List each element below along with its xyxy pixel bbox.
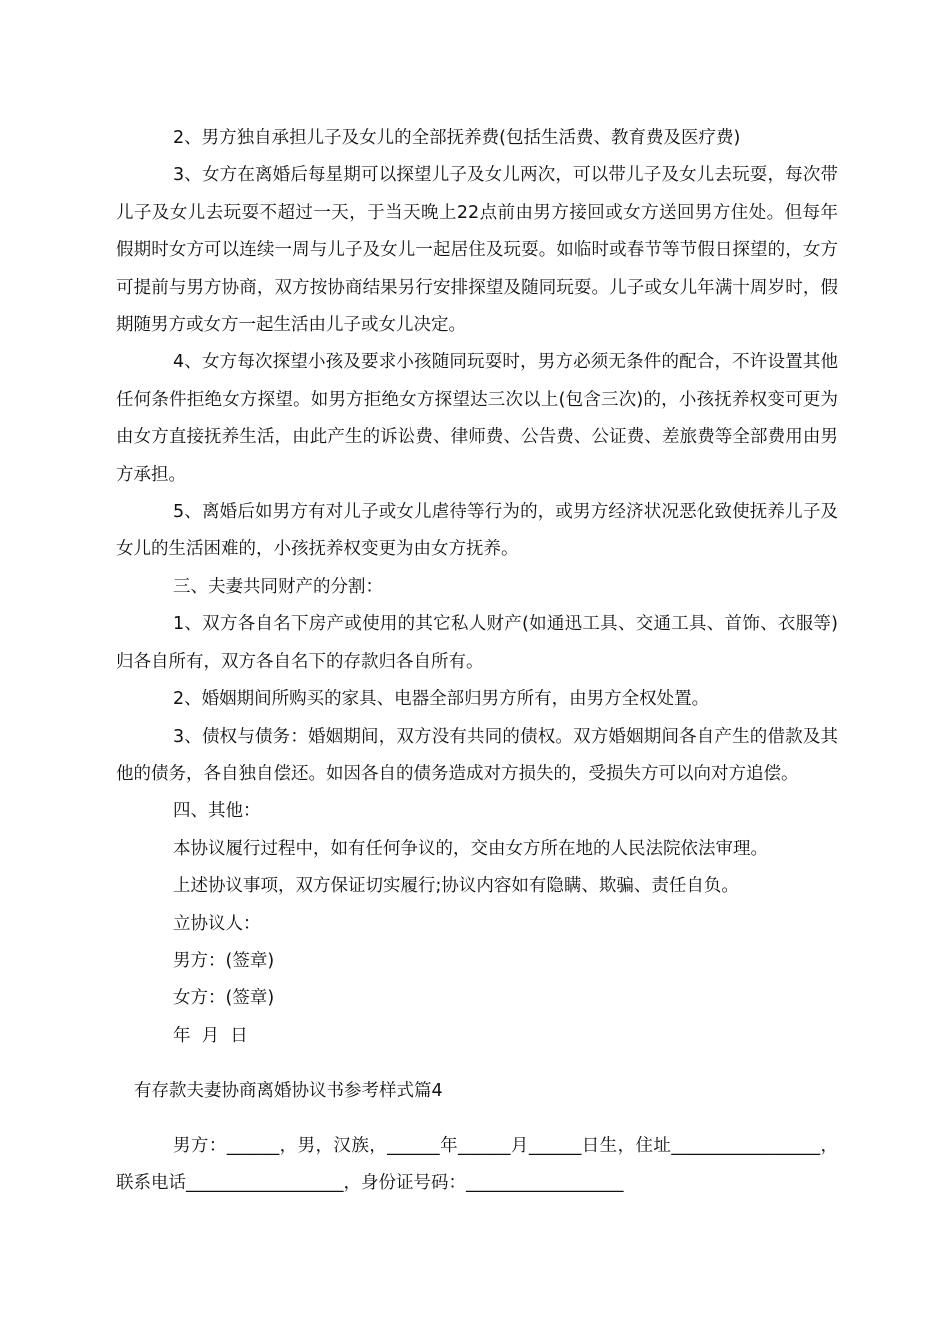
paragraph-custody-change: 5、离婚后如男方有对儿子或女儿虐待等行为的，或男方经济状况恶化致使抚养儿子及女儿的生活困难的，小孩抚养权变更为由女方抚养。 <box>116 502 838 560</box>
date-line: 年 月 日 <box>173 1025 248 1046</box>
paragraph-male-party-info: 男方：______，男，汉族，______年______月______日生，住址_________________，联系电话__________________，身份证号码：__________________ <box>116 1135 838 1193</box>
paragraph-visitation: 3、女方在离婚后每星期可以探望儿子及女儿两次，可以带儿子及女儿去玩耍，每次带儿子及女儿去玩耍不超过一天，于当天晚上22点前由男方接回或女方送回男方住处。但每年假期时女方可以连续一周与儿子及女儿一起居住及玩耍。如临时或春节等节假日探望的，女方可提前与男方协商，双方按协商结果另行安排探望及随同玩耍。儿子或女儿年满十周岁时，假期随男方或女方一起生活由儿子或女儿决定。 <box>116 165 838 336</box>
paragraph-guarantee: 上述协议事项，双方保证切实履行;协议内容如有隐瞒、欺骗、责任自负。 <box>173 876 739 897</box>
paragraph-debts: 3、债权与债务：婚姻期间，双方没有共同的债权。双方婚姻期间各自产生的借款及其他的债务，各自独自偿还。如因各自的债务造成对方损失的，受损失方可以向对方追偿。 <box>116 726 838 784</box>
paragraph-personal-property: 1、双方各自名下房产或使用的其它私人财产(如通迅工具、交通工具、首饰、衣服等)归各自所有，双方各自名下的存款归各自所有。 <box>116 614 838 672</box>
paragraph-furniture: 2、婚姻期间所购买的家具、电器全部归男方所有，由男方全权处置。 <box>173 689 710 710</box>
male-signature-line: 男方：(签章) <box>173 950 275 971</box>
document-body <box>116 120 838 1202</box>
paragraph-dispute: 本协议履行过程中，如有任何争议的，交由女方所在地的人民法院依法审理。 <box>173 838 768 859</box>
heading-property-division: 三、夫妻共同财产的分割： <box>173 576 383 597</box>
paragraph-child-support: 2、男方独自承担儿子及女儿的全部抚养费(包括生活费、教育费及医疗费) <box>173 128 741 148</box>
female-signature-line: 女方：(签章) <box>173 988 275 1009</box>
signatories-label: 立协议人： <box>173 913 261 934</box>
paragraph-visit-cooperation: 4、女方每次探望小孩及要求小孩随同玩耍时，男方必须无条件的配合，不许设置其他任何条件拒绝女方探望。如男方拒绝女方探望达三次以上(包含三次)的，小孩抚养权变可更为由女方直接抚养生活，由此产生的诉讼费、律师费、公告费、公证费、差旅费等全部费用由男方承担。 <box>116 352 838 485</box>
heading-other: 四、其他： <box>173 801 261 822</box>
section-title: 有存款夫妻协商离婚协议书参考样式篇4 <box>134 1080 443 1101</box>
